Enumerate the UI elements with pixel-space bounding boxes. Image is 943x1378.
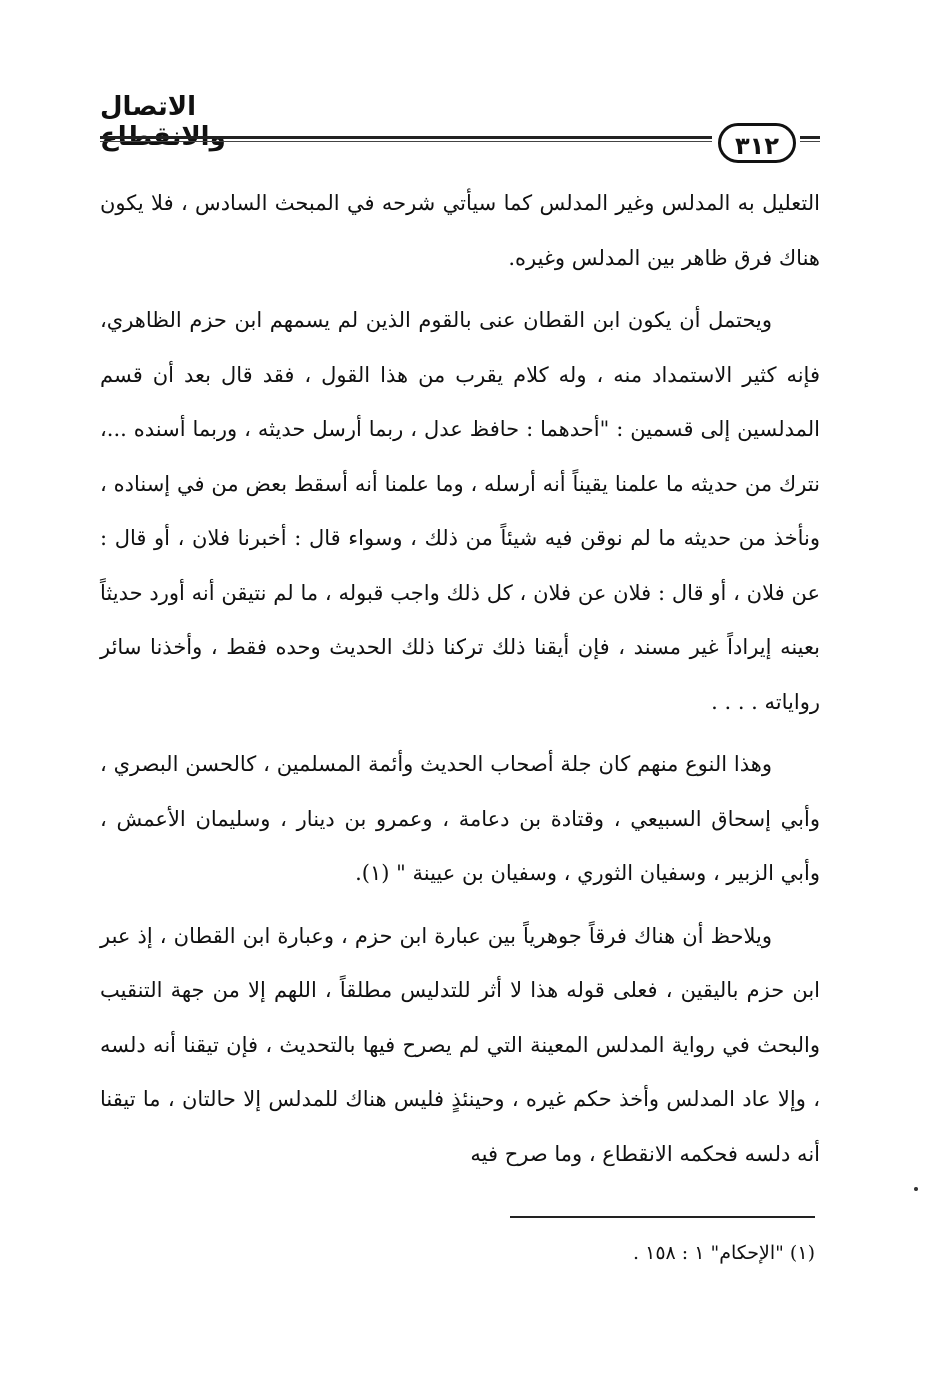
- header-rule: [100, 136, 712, 142]
- header-rule-right: [800, 136, 820, 142]
- running-title: الاتصال والانقطاع: [100, 92, 226, 152]
- paragraph-4: ويلاحظ أن هناك فرقاً جوهرياً بين عبارة ابن حزم ، وعبارة ابن القطان ، إذ عبر ابن حزم باليقين ، فعلى قوله هذا لا أثر للتدليس مطلقاً ، اللهم إلا من جهة التنقيب والبحث في رواية المدلس المعينة التي لم يصرح فيها بالتحديث ، فإن تيقنا أنه دلسه ، وإلا عاد المدلس وأخذ حكم غيره ، وحينئذٍ فليس هناك للمدلس إلا حالتان ، ما تيقنا أنه دلسه فحكمه الانقطاع ، وما صرح فيه: [100, 923, 820, 1166]
- page-number-badge: ٣١٢: [718, 123, 796, 163]
- main-text: [100, 176, 820, 1189]
- scan-speck: [914, 1187, 918, 1191]
- paragraph-1: التعليل به المدلس وغير المدلس كما سيأتي شرحه في المبحث السادس ، فلا يكون هناك فرق ظاهر بين المدلس وغيره.: [100, 191, 820, 270]
- paragraph-2: ويحتمل أن يكون ابن القطان عنى بالقوم الذين لم يسمهم ابن حزم الظاهري، فإنه كثير الاستمداد منه ، وله كلام يقرب من هذا القول ، فقد قال بعد أن قسم المدلسين إلى قسمين : "أحدهما : حافظ عدل ، ربما أرسل حديثه ، وربما أسنده ...، نترك من حديثه ما علمنا يقيناً أنه أرسله ، وما علمنا أنه أسقط بعض من في إسناده ، ونأخذ من حديثه ما لم نوقن فيه شيئاً من ذلك ، وسواء قال : أخبرنا فلان ، أو قال : عن فلان ، أو قال : فلان عن فلان ، كل ذلك واجب قبوله ، ما لم نتيقن أنه أورد حديثاً بعينه إيراداً غير مسند ، فإن أيقنا ذلك تركنا ذلك الحديث وحده فقط ، وأخذنا سائر رواياته . . . .: [100, 308, 821, 714]
- footnote: (١) "الإحكام" ١ : ١٥٨ .: [633, 1242, 815, 1264]
- paragraph-3: وهذا النوع منهم كان جلة أصحاب الحديث وأئمة المسلمين ، كالحسن البصري ، وأبي إسحاق السبيعي ، وقتادة بن دعامة ، وعمرو بن دينار ، وسليمان الأعمش ، وأبي الزبير ، وسفيان الثوري ، وسفيان بن عيينة " (١).: [100, 752, 820, 885]
- footnote-separator: [510, 1216, 815, 1218]
